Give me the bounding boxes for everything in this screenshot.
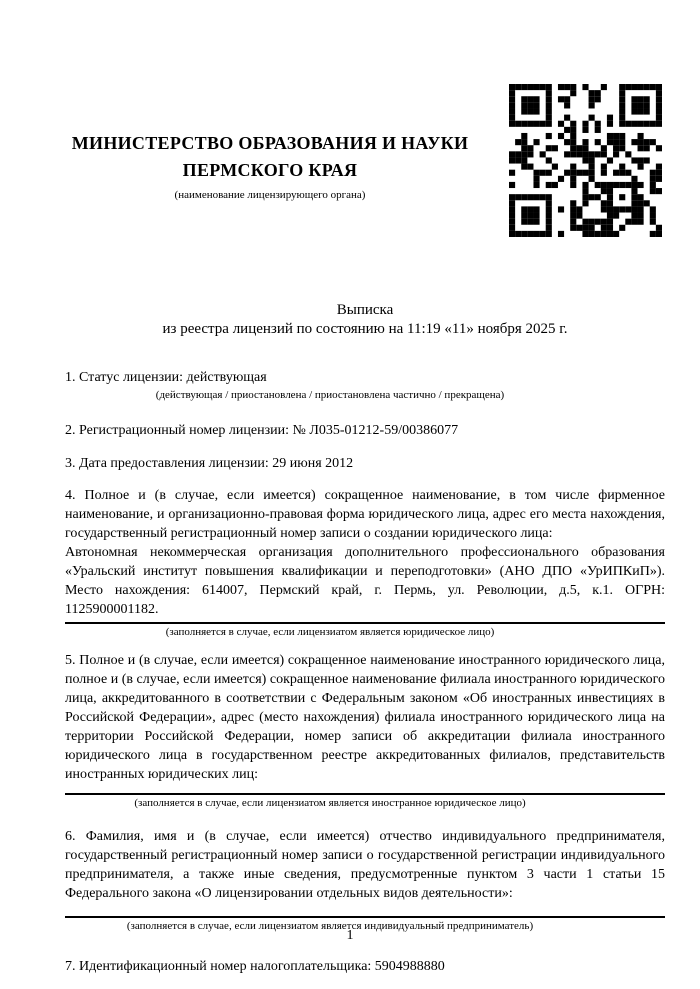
individual-entrepreneur-caption: (заполняется в случае, если лицензиатом является индивидуальный предприниматель) (126, 920, 534, 932)
license-status: 1. Статус лицензии: действующая (65, 370, 267, 385)
license-status-caption: (действующая / приостановлена / приостановлена частично / прекращена) (155, 389, 505, 401)
page-number: 1 (346, 928, 354, 943)
foreign-entity-caption: (заполняется в случае, если лицензиатом является иностранное юридическое лицо) (134, 797, 526, 809)
qr-code-image (509, 84, 662, 237)
foreign-entity-clause: 5. Полное и (в случае, если имеется) сокращенное наименование иностранного юридического лица, полное и (в случае, если имеется) сокращенное наименование филиала иностранного юридического лица, аккредитованного в соответствии с Федеральным законом «Об иностранных инвестициях в Российской Федерации», адрес (место нахождения) филиала иностранного юридического лица на территории Российской Федерации, номер записи об аккредитации филиала иностранного юридического лица в государственном реестре аккредитованных филиалов, представительств иностранных юридических лиц: (65, 653, 665, 782)
legal-entity-caption: (заполняется в случае, если лицензиатом является юридическое лицо) (165, 626, 495, 638)
license-grant-date: 3. Дата предоставления лицензии: 29 июня 2012 (65, 456, 354, 471)
license-registration-number: 2. Регистрационный номер лицензии: № Л035-01212-59/00386077 (65, 423, 459, 438)
issuing-authority-caption: (наименование лицензирующего органа) (174, 189, 366, 201)
ministry-name-line2: ПЕРМСКОГО КРАЯ (182, 160, 358, 180)
legal-entity-value: Автономная некоммерческая организация дополнительного профессионального образования «Уральский институт повышения квалификации и переподготовки» (АНО ДПО «УрИПКиП»). Место нахождения: 614007, Пермский край, г. Пермь, ул. Революции, д.5, к.1. ОГРН: 1125900001182. (65, 545, 665, 617)
taxpayer-id: 7. Идентификационный номер налогоплательщика: 5904988880 (65, 959, 445, 974)
legal-entity-clause: 4. Полное и (в случае, если имеется) сокращенное наименование, в том числе фирменное наименование, и организационно-правовая форма юридического лица, адрес его места нахождения, государственный регистрационный номер записи о создании юридического лица: (65, 488, 665, 541)
document-title: Выписка (336, 302, 394, 318)
ministry-name-line1: МИНИСТЕРСТВО ОБРАЗОВАНИЯ И НАУКИ (71, 133, 469, 153)
individual-entrepreneur-clause: 6. Фамилия, имя и (в случае, если имеется) отчество индивидуального предпринимателя, государственный регистрационный номер записи о государственной регистрации индивидуального предпринимателя, а также иные сведения, предусмотренные пунктом 3 части 1 статьи 15 Федерального закона «О лицензировании отдельных видов деятельности»: (65, 829, 665, 901)
issuing-authority-block (50, 84, 490, 202)
document-title-block (65, 301, 665, 339)
qr-code (509, 84, 662, 237)
document-body (0, 301, 700, 976)
individual-entrepreneur-fill-line (65, 916, 665, 918)
legal-entity-fill-line (65, 622, 665, 624)
document-subtitle: из реестра лицензий по состоянию на 11:19 «11» ноября 2025 г. (162, 321, 568, 337)
foreign-entity-fill-line (65, 793, 665, 795)
document-header (0, 0, 700, 237)
